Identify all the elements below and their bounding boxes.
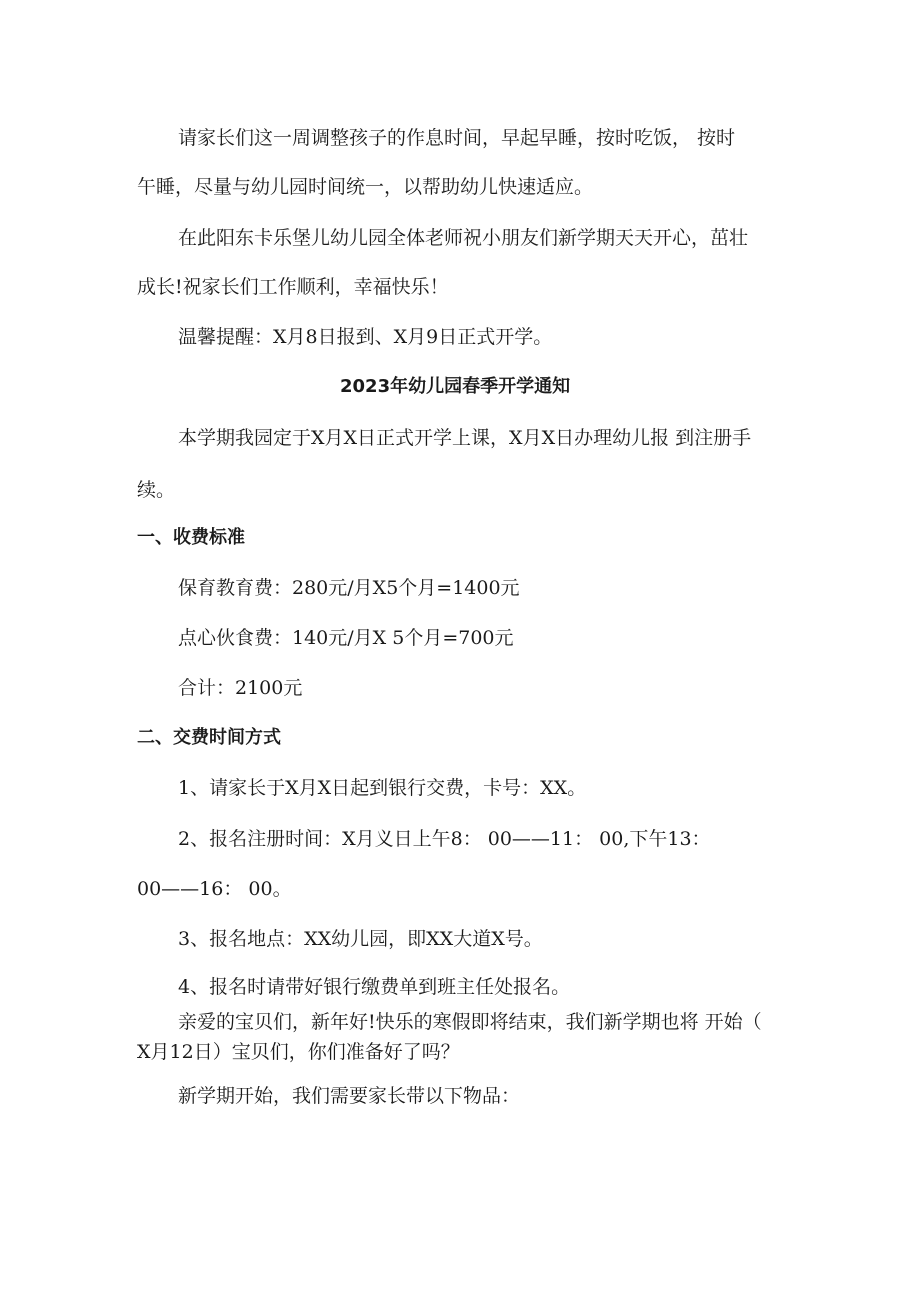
fee-item-education: 保育教育费：280元/月X5个月=1400元 xyxy=(178,577,520,599)
paragraph-greeting-line-1: 亲爱的宝贝们，新年好!快乐的寒假即将结束，我们新学期也将 开始（ xyxy=(178,1011,762,1033)
payment-item-3: 3、报名地点：XX幼儿园，即XX大道X号。 xyxy=(178,928,543,950)
paragraph-routine-line-2: 午睡，尽量与幼儿园时间统一，以帮助幼儿快速适应。 xyxy=(137,176,594,198)
fee-item-meals: 点心伙食费：140元/月X 5个月=700元 xyxy=(178,627,514,649)
paragraph-supplies: 新学期开始，我们需要家长带以下物品： xyxy=(178,1085,521,1107)
payment-item-4: 4、报名时请带好银行缴费单到班主任处报名。 xyxy=(178,976,571,998)
payment-item-2-line-2: 00——16： 00。 xyxy=(137,878,292,900)
paragraph-opening-line-1: 本学期我园定于X月X日正式开学上课，X月X日办理幼儿报 到注册手 xyxy=(178,427,752,449)
paragraph-opening-line-2: 续。 xyxy=(137,479,176,501)
section-heading-fees: 一、收费标准 xyxy=(137,527,245,548)
paragraph-routine-line-1: 请家长们这一周调整孩子的作息时间，早起早睡，按时吃饭， 按时 xyxy=(178,127,736,149)
reminder-text: 温馨提醒：X月8日报到、X月9日正式开学。 xyxy=(178,326,553,348)
paragraph-wishes-line-2: 成长!祝家长们工作顺利，幸福快乐！ xyxy=(137,276,449,298)
paragraph-greeting-line-2: X月12日）宝贝们，你们准备好了吗？ xyxy=(137,1041,460,1063)
payment-item-1: 1、请家长于X月X日起到银行交费，卡号：XX。 xyxy=(178,777,587,799)
paragraph-wishes-line-1: 在此阳东卡乐堡儿幼儿园全体老师祝小朋友们新学期天天开心，茁壮 xyxy=(178,227,749,249)
payment-item-2-line-1: 2、报名注册时间：X月义日上午8： 00——11： 00,下午13： xyxy=(178,828,711,850)
section-heading-payment: 二、交费时间方式 xyxy=(137,727,281,748)
fee-total: 合计：2100元 xyxy=(178,677,303,699)
page-title: 2023年幼儿园春季开学通知 xyxy=(340,376,571,397)
